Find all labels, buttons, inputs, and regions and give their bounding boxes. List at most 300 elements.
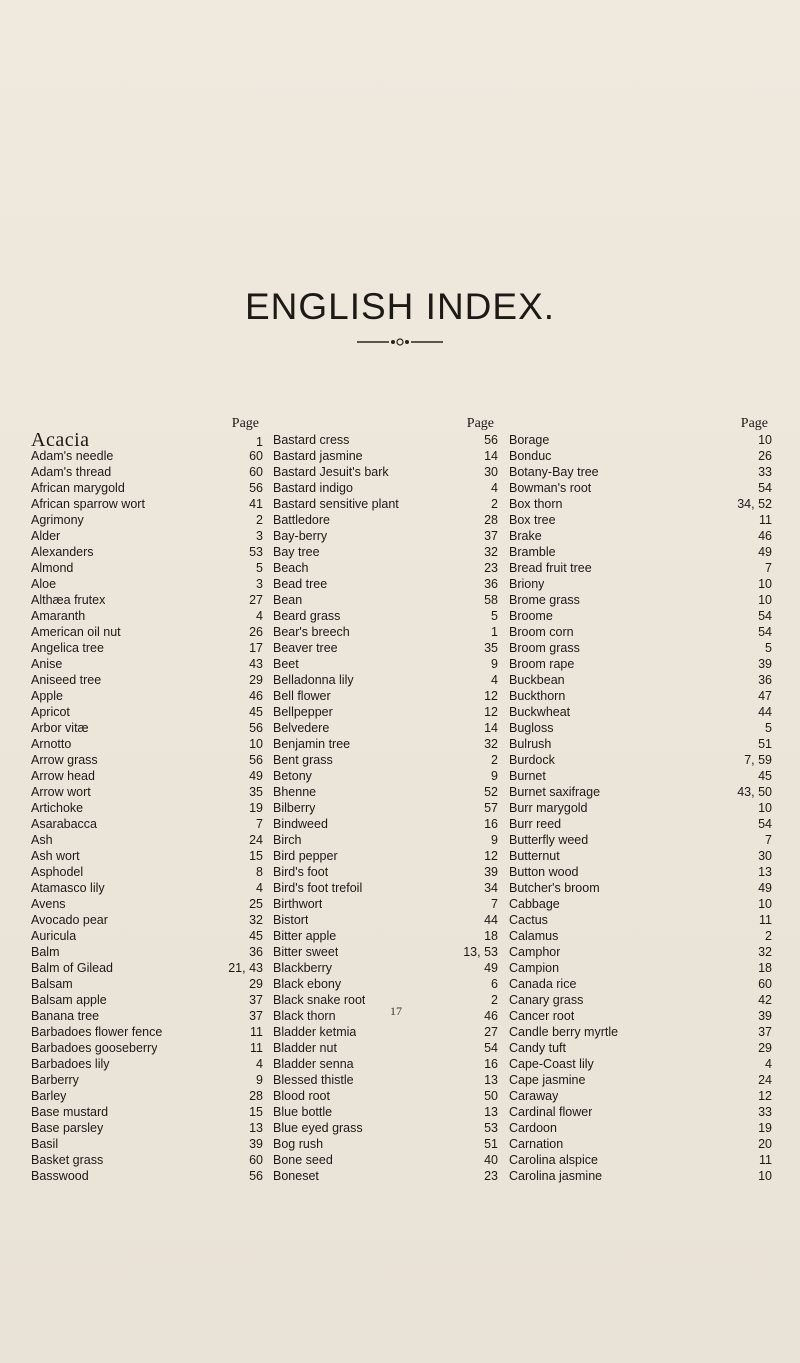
index-entry — [509, 512, 772, 528]
entry-page: 39 — [758, 1009, 772, 1023]
index-entry — [31, 736, 263, 752]
entry-page: 12 — [758, 1089, 772, 1103]
index-entry — [509, 528, 772, 544]
index-entry — [31, 592, 263, 608]
index-entry — [509, 448, 772, 464]
index-entry — [509, 1088, 772, 1104]
entry-page: 34 — [484, 881, 498, 895]
index-entry — [509, 1008, 772, 1024]
entry-term: Basket grass — [31, 1153, 104, 1167]
entry-page: 12 — [484, 689, 498, 703]
index-entry — [509, 960, 772, 976]
entry-term: Aloe — [31, 577, 57, 591]
entry-page: 20 — [758, 1137, 772, 1151]
index-entry — [31, 672, 263, 688]
entry-page: 46 — [758, 529, 772, 543]
entry-page: 14 — [484, 449, 498, 463]
entry-page: 10 — [758, 593, 772, 607]
index-entry — [31, 624, 263, 640]
entry-page: 39 — [758, 657, 772, 671]
index-entry — [273, 656, 498, 672]
entry-page: 37 — [249, 1009, 263, 1023]
index-entry — [31, 992, 263, 1008]
index-entry — [509, 624, 772, 640]
entry-term: Balsam — [31, 977, 73, 991]
index-entry — [273, 752, 498, 768]
index-entry — [273, 720, 498, 736]
entry-page: 35 — [484, 641, 498, 655]
index-entry — [273, 672, 498, 688]
index-entry — [273, 896, 498, 912]
entry-term: Bowman's root — [509, 481, 592, 495]
entry-term: Bitter sweet — [273, 945, 339, 959]
entry-page: 13 — [249, 1121, 263, 1135]
index-entry — [31, 464, 263, 480]
entry-page: 1 — [491, 625, 498, 639]
entry-term: Brome grass — [509, 593, 580, 607]
index-entry — [31, 480, 263, 496]
entry-page: 2 — [491, 993, 498, 1007]
index-entry — [509, 576, 772, 592]
index-entry — [31, 720, 263, 736]
entry-term: Burnet saxifrage — [509, 785, 601, 799]
index-entry — [509, 432, 772, 448]
index-entry — [509, 784, 772, 800]
entry-term: Burnet — [509, 769, 546, 783]
entry-term: Box thorn — [509, 497, 563, 511]
entry-page: 41 — [249, 497, 263, 511]
index-entry — [31, 784, 263, 800]
index-entry — [509, 720, 772, 736]
entry-term: Bhenne — [273, 785, 317, 799]
entry-term: Barbadoes flower fence — [31, 1025, 163, 1039]
entry-page: 11 — [250, 1025, 263, 1039]
entry-term: Belladonna lily — [273, 673, 354, 687]
entry-term: Carnation — [509, 1137, 564, 1151]
entry-page: 39 — [249, 1137, 263, 1151]
entry-page: 49 — [484, 961, 498, 975]
index-list — [509, 432, 772, 1184]
entry-term: Banana tree — [31, 1009, 100, 1023]
entry-term: Bastard Jesuit's bark — [273, 465, 389, 479]
index-entry — [273, 976, 498, 992]
index-entry — [509, 640, 772, 656]
entry-page: 11 — [250, 1041, 263, 1055]
entry-page: 9 — [256, 1073, 263, 1087]
index-entry — [273, 432, 498, 448]
entry-page: 60 — [249, 449, 263, 463]
entry-term: Beaver tree — [273, 641, 338, 655]
entry-page: 13 — [758, 865, 772, 879]
entry-term: Cactus — [509, 913, 548, 927]
entry-term: Base parsley — [31, 1121, 104, 1135]
entry-page: 51 — [758, 737, 772, 751]
entry-page: 1 — [256, 435, 263, 449]
index-entry — [273, 1104, 498, 1120]
entry-term: Artichoke — [31, 801, 84, 815]
entry-page: 33 — [758, 1105, 772, 1119]
entry-term: Briony — [509, 577, 545, 591]
index-entry — [273, 560, 498, 576]
entry-term: Broom grass — [509, 641, 580, 655]
entry-page: 30 — [758, 849, 772, 863]
index-entry — [273, 832, 498, 848]
index-entry — [273, 944, 498, 960]
entry-page: 13 — [484, 1073, 498, 1087]
entry-term: Bitter apple — [273, 929, 337, 943]
entry-term: Bellpepper — [273, 705, 333, 719]
entry-term: Buckwheat — [509, 705, 571, 719]
entry-term: Butcher's broom — [509, 881, 600, 895]
index-entry — [509, 752, 772, 768]
entry-term: Cancer root — [509, 1009, 575, 1023]
index-entry — [31, 880, 263, 896]
entry-term: Arbor vitæ — [31, 721, 89, 735]
entry-term: Bulrush — [509, 737, 552, 751]
entry-term: African sparrow wort — [31, 497, 145, 511]
entry-page: 45 — [249, 705, 263, 719]
index-entry — [273, 816, 498, 832]
entry-term: Althæa frutex — [31, 593, 106, 607]
entry-term: Broom corn — [509, 625, 574, 639]
entry-page: 7, 59 — [744, 753, 772, 767]
entry-page: 5 — [765, 641, 772, 655]
index-entry — [273, 864, 498, 880]
index-entry — [31, 448, 263, 464]
entry-page: 54 — [758, 609, 772, 623]
index-entry — [273, 1152, 498, 1168]
page-number: 17 — [390, 1004, 402, 1018]
index-entry — [273, 1072, 498, 1088]
index-column-3 — [509, 416, 772, 1184]
index-entry — [273, 1008, 498, 1024]
index-entry — [31, 1056, 263, 1072]
entry-term: Butternut — [509, 849, 560, 863]
index-entry — [273, 640, 498, 656]
entry-term: Burdock — [509, 753, 555, 767]
index-entry — [31, 640, 263, 656]
index-entry — [509, 896, 772, 912]
index-entry — [273, 848, 498, 864]
index-entry — [273, 624, 498, 640]
entry-term: Broome — [509, 609, 553, 623]
index-entry — [509, 480, 772, 496]
entry-term: Basil — [31, 1137, 59, 1151]
index-entry — [509, 656, 772, 672]
entry-page: 5 — [491, 609, 498, 623]
index-entry — [273, 784, 498, 800]
entry-term: Black thorn — [273, 1009, 336, 1023]
entry-page: 7 — [256, 817, 263, 831]
entry-page: 36 — [249, 945, 263, 959]
entry-page: 56 — [249, 1169, 263, 1183]
index-entry — [509, 704, 772, 720]
entry-page: 11 — [759, 1153, 772, 1167]
entry-page: 46 — [484, 1009, 498, 1023]
entry-term: Arrow grass — [31, 753, 98, 767]
index-entry — [509, 544, 772, 560]
entry-page: 50 — [484, 1089, 498, 1103]
entry-term: Caraway — [509, 1089, 559, 1103]
entry-term: Bell flower — [273, 689, 331, 703]
entry-term: Bramble — [509, 545, 556, 559]
entry-term: Broom rape — [509, 657, 575, 671]
entry-term: Camphor — [509, 945, 561, 959]
entry-term: Bladder nut — [273, 1041, 337, 1055]
entry-page: 43 — [249, 657, 263, 671]
index-entry — [31, 928, 263, 944]
entry-page: 18 — [758, 961, 772, 975]
entry-page: 33 — [758, 465, 772, 479]
entry-page: 25 — [249, 897, 263, 911]
entry-page: 13 — [484, 1105, 498, 1119]
entry-page: 8 — [256, 865, 263, 879]
page-column-header: Page — [740, 416, 768, 431]
entry-term: Boneset — [273, 1169, 319, 1183]
index-entry — [273, 960, 498, 976]
entry-page: 4 — [256, 609, 263, 623]
index-entry — [31, 512, 263, 528]
index-entry — [509, 1168, 772, 1184]
index-entry — [31, 976, 263, 992]
entry-term: Borage — [509, 433, 550, 447]
index-entry — [509, 1056, 772, 1072]
entry-page: 18 — [484, 929, 498, 943]
entry-page: 7 — [765, 561, 772, 575]
index-entry — [273, 496, 498, 512]
entry-term: Burr marygold — [509, 801, 588, 815]
entry-page: 9 — [491, 769, 498, 783]
index-entry — [31, 800, 263, 816]
index-entry — [273, 800, 498, 816]
entry-page: 49 — [249, 769, 263, 783]
index-entry — [31, 528, 263, 544]
index-entry — [31, 1120, 263, 1136]
entry-term: Bird's foot trefoil — [273, 881, 363, 895]
index-entry — [509, 688, 772, 704]
index-entry — [509, 768, 772, 784]
index-entry — [31, 544, 263, 560]
entry-term: Balm of Gilead — [31, 961, 113, 975]
index-entry — [273, 1040, 498, 1056]
entry-term: Benjamin tree — [273, 737, 351, 751]
index-entry — [509, 864, 772, 880]
entry-term: Burr reed — [509, 817, 562, 831]
entry-term: Barbadoes gooseberry — [31, 1041, 158, 1055]
entry-term: Button wood — [509, 865, 579, 879]
index-entry — [509, 800, 772, 816]
entry-term: Battledore — [273, 513, 330, 527]
index-entry — [273, 464, 498, 480]
entry-term: Bear's breech — [273, 625, 350, 639]
index-entry — [31, 1104, 263, 1120]
entry-page: 5 — [256, 561, 263, 575]
entry-page: 42 — [758, 993, 772, 1007]
entry-page: 47 — [758, 689, 772, 703]
index-entry — [273, 576, 498, 592]
index-entry — [273, 1168, 498, 1184]
entry-page: 51 — [484, 1137, 498, 1151]
entry-term: Adam's needle — [31, 449, 114, 463]
entry-term: Avocado pear — [31, 913, 108, 927]
index-entry — [509, 816, 772, 832]
entry-term: Alexanders — [31, 545, 94, 559]
entry-page: 11 — [759, 513, 772, 527]
entry-page: 30 — [484, 465, 498, 479]
entry-term: Base mustard — [31, 1105, 109, 1119]
index-entry — [273, 544, 498, 560]
page-column-header: Page — [231, 416, 259, 431]
entry-term: Bugloss — [509, 721, 554, 735]
entry-term: Bog rush — [273, 1137, 324, 1151]
index-entry — [509, 592, 772, 608]
entry-term: Balsam apple — [31, 993, 107, 1007]
entry-page: 24 — [758, 1073, 772, 1087]
entry-term: Birthwort — [273, 897, 323, 911]
index-entry — [273, 704, 498, 720]
entry-page: 32 — [484, 737, 498, 751]
entry-page: 4 — [491, 481, 498, 495]
index-list — [31, 432, 263, 1184]
index-entry — [273, 480, 498, 496]
entry-term: Bird pepper — [273, 849, 338, 863]
index-entry — [31, 1168, 263, 1184]
index-entry — [31, 768, 263, 784]
entry-term: Cape jasmine — [509, 1073, 586, 1087]
entry-term: Butterfly weed — [509, 833, 589, 847]
index-entry — [273, 1120, 498, 1136]
index-entry — [31, 688, 263, 704]
entry-page: 23 — [484, 561, 498, 575]
index-entry — [273, 608, 498, 624]
index-entry — [31, 752, 263, 768]
entry-term: Campion — [509, 961, 560, 975]
entry-page: 24 — [249, 833, 263, 847]
entry-page: 21, 43 — [228, 961, 263, 975]
index-entry — [31, 704, 263, 720]
entry-page: 26 — [249, 625, 263, 639]
index-entry — [31, 1024, 263, 1040]
index-entry — [509, 928, 772, 944]
entry-page: 45 — [249, 929, 263, 943]
entry-page: 43, 50 — [737, 785, 772, 799]
entry-term: Agrimony — [31, 513, 84, 527]
index-entry — [509, 464, 772, 480]
entry-term: Bread fruit tree — [509, 561, 592, 575]
index-entry — [509, 912, 772, 928]
entry-term: Apple — [31, 689, 63, 703]
index-entry — [509, 1040, 772, 1056]
index-entry — [31, 944, 263, 960]
entry-term: Birch — [273, 833, 302, 847]
entry-term: Buckbean — [509, 673, 565, 687]
index-entry — [273, 448, 498, 464]
entry-page: 37 — [249, 993, 263, 1007]
entry-page: 2 — [491, 753, 498, 767]
entry-page: 17 — [249, 641, 263, 655]
entry-term: Carolina alspice — [509, 1153, 598, 1167]
entry-term: Anise — [31, 657, 63, 671]
entry-term: Black ebony — [273, 977, 342, 991]
entry-page: 9 — [491, 657, 498, 671]
index-entry — [31, 432, 263, 448]
index-entry — [273, 512, 498, 528]
entry-term: Barbadoes lily — [31, 1057, 110, 1071]
index-entry — [31, 960, 263, 976]
entry-page: 36 — [758, 673, 772, 687]
index-entry — [509, 672, 772, 688]
entry-term: Black snake root — [273, 993, 366, 1007]
entry-term: Bonduc — [509, 449, 552, 463]
entry-page: 23 — [484, 1169, 498, 1183]
entry-page: 28 — [484, 513, 498, 527]
entry-page: 52 — [484, 785, 498, 799]
entry-page: 49 — [758, 881, 772, 895]
entry-page: 54 — [758, 481, 772, 495]
entry-term: Asarabacca — [31, 817, 98, 831]
entry-page: 5 — [765, 721, 772, 735]
entry-term: Arrow wort — [31, 785, 91, 799]
entry-term: Acacia — [31, 432, 90, 448]
entry-page: 40 — [484, 1153, 498, 1167]
entry-term: Bistort — [273, 913, 309, 927]
index-entry — [273, 992, 498, 1008]
entry-term: Angelica tree — [31, 641, 104, 655]
index-entry — [509, 944, 772, 960]
entry-page: 4 — [256, 881, 263, 895]
entry-page: 28 — [249, 1089, 263, 1103]
index-entry — [509, 832, 772, 848]
entry-page: 39 — [484, 865, 498, 879]
entry-term: Bean — [273, 593, 303, 607]
index-entry — [509, 1136, 772, 1152]
index-entry — [31, 1040, 263, 1056]
entry-page: 44 — [484, 913, 498, 927]
entry-term: Alder — [31, 529, 61, 543]
entry-term: Candle berry myrtle — [509, 1025, 619, 1039]
entry-term: Arrow head — [31, 769, 95, 783]
ornament-icon — [355, 337, 445, 347]
index-entry — [31, 1008, 263, 1024]
entry-term: Cabbage — [509, 897, 560, 911]
index-entry — [31, 896, 263, 912]
entry-term: Bindweed — [273, 817, 328, 831]
index-entry — [273, 928, 498, 944]
entry-page: 19 — [758, 1121, 772, 1135]
entry-term: Carolina jasmine — [509, 1169, 603, 1183]
index-entry — [509, 496, 772, 512]
index-entry — [31, 1072, 263, 1088]
index-column-1 — [31, 416, 263, 1184]
entry-page: 10 — [758, 801, 772, 815]
entry-page: 37 — [484, 529, 498, 543]
entry-page: 29 — [758, 1041, 772, 1055]
index-entry — [273, 528, 498, 544]
index-entry — [509, 1120, 772, 1136]
entry-page: 56 — [249, 481, 263, 495]
entry-page: 11 — [759, 913, 772, 927]
index-entry — [273, 912, 498, 928]
entry-page: 2 — [765, 929, 772, 943]
entry-page: 4 — [256, 1057, 263, 1071]
entry-term: Bird's foot — [273, 865, 329, 879]
entry-page: 56 — [249, 753, 263, 767]
entry-term: Aniseed tree — [31, 673, 102, 687]
entry-term: Botany-Bay tree — [509, 465, 599, 479]
index-entry — [509, 560, 772, 576]
index-entry — [509, 992, 772, 1008]
entry-term: Barley — [31, 1089, 67, 1103]
